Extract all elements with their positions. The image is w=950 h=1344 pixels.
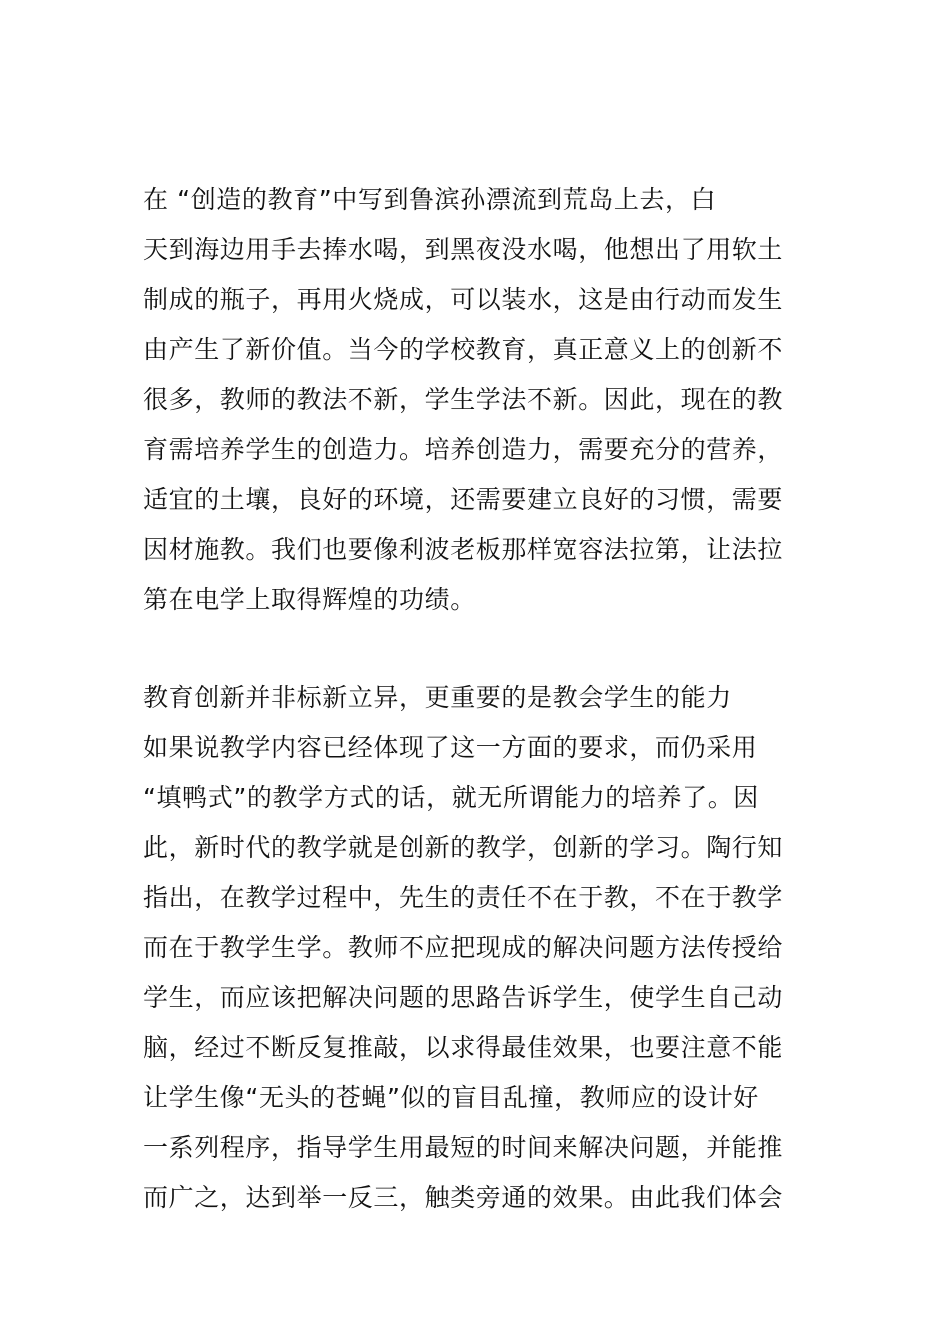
paragraph-line: 学生，而应该把解决问题的思路告诉学生，使学生自己动 (143, 983, 784, 1012)
paragraph-line: 教育创新并非标新立异，更重要的是教会学生的能力 (143, 683, 732, 712)
paragraph-line: 制成的瓶子，再用火烧成，可以装水，这是由行动而发生 (143, 285, 784, 314)
paragraph-line: 由产生了新价值。当今的学校教育，真正意义上的创新不 (143, 335, 784, 364)
paragraph-line: 脑，经过不断反复推敲，以求得最佳效果，也要注意不能 (143, 1033, 784, 1062)
paragraph-line: 一系列程序，指导学生用最短的时间来解决问题，并能推 (143, 1133, 784, 1162)
paragraph-line: 育需培养学生的创造力。培养创造力，需要充分的营养， (143, 435, 784, 464)
paragraph-line: 天到海边用手去捧水喝，到黑夜没水喝，他想出了用软土 (143, 235, 784, 264)
paragraph-line: 如果说教学内容已经体现了这一方面的要求，而仍采用 (143, 733, 758, 762)
paragraph-line: “填鸭式”的教学方式的话，就无所谓能力的培养了。因 (143, 783, 759, 812)
paragraph-line: 因材施教。我们也要像利波老板那样宽容法拉第，让法拉 (143, 535, 784, 564)
paragraph-line: 第在电学上取得辉煌的功绩。 (143, 585, 476, 614)
paragraph-line: 指出，在教学过程中，先生的责任不在于教，不在于教学 (143, 883, 784, 912)
paragraph-line: 此，新时代的教学就是创新的教学，创新的学习。陶行知 (143, 833, 784, 862)
paragraph-line: 适宜的土壤，良好的环境，还需要建立良好的习惯，需要 (143, 485, 784, 514)
paragraph-line: 而在于教学生学。教师不应把现成的解决问题方法传授给 (143, 933, 784, 962)
paragraph-line: 在 “创造的教育”中写到鲁滨孙漂流到荒岛上去，白 (143, 185, 717, 214)
paragraph-line: 让学生像“无头的苍蝇”似的盲目乱撞，教师应的设计好 (143, 1083, 759, 1112)
paragraph-line: 而广之，达到举一反三，触类旁通的效果。由此我们体会 (143, 1183, 784, 1212)
paragraph-line: 很多，教师的教法不新，学生学法不新。因此，现在的教 (143, 385, 784, 414)
